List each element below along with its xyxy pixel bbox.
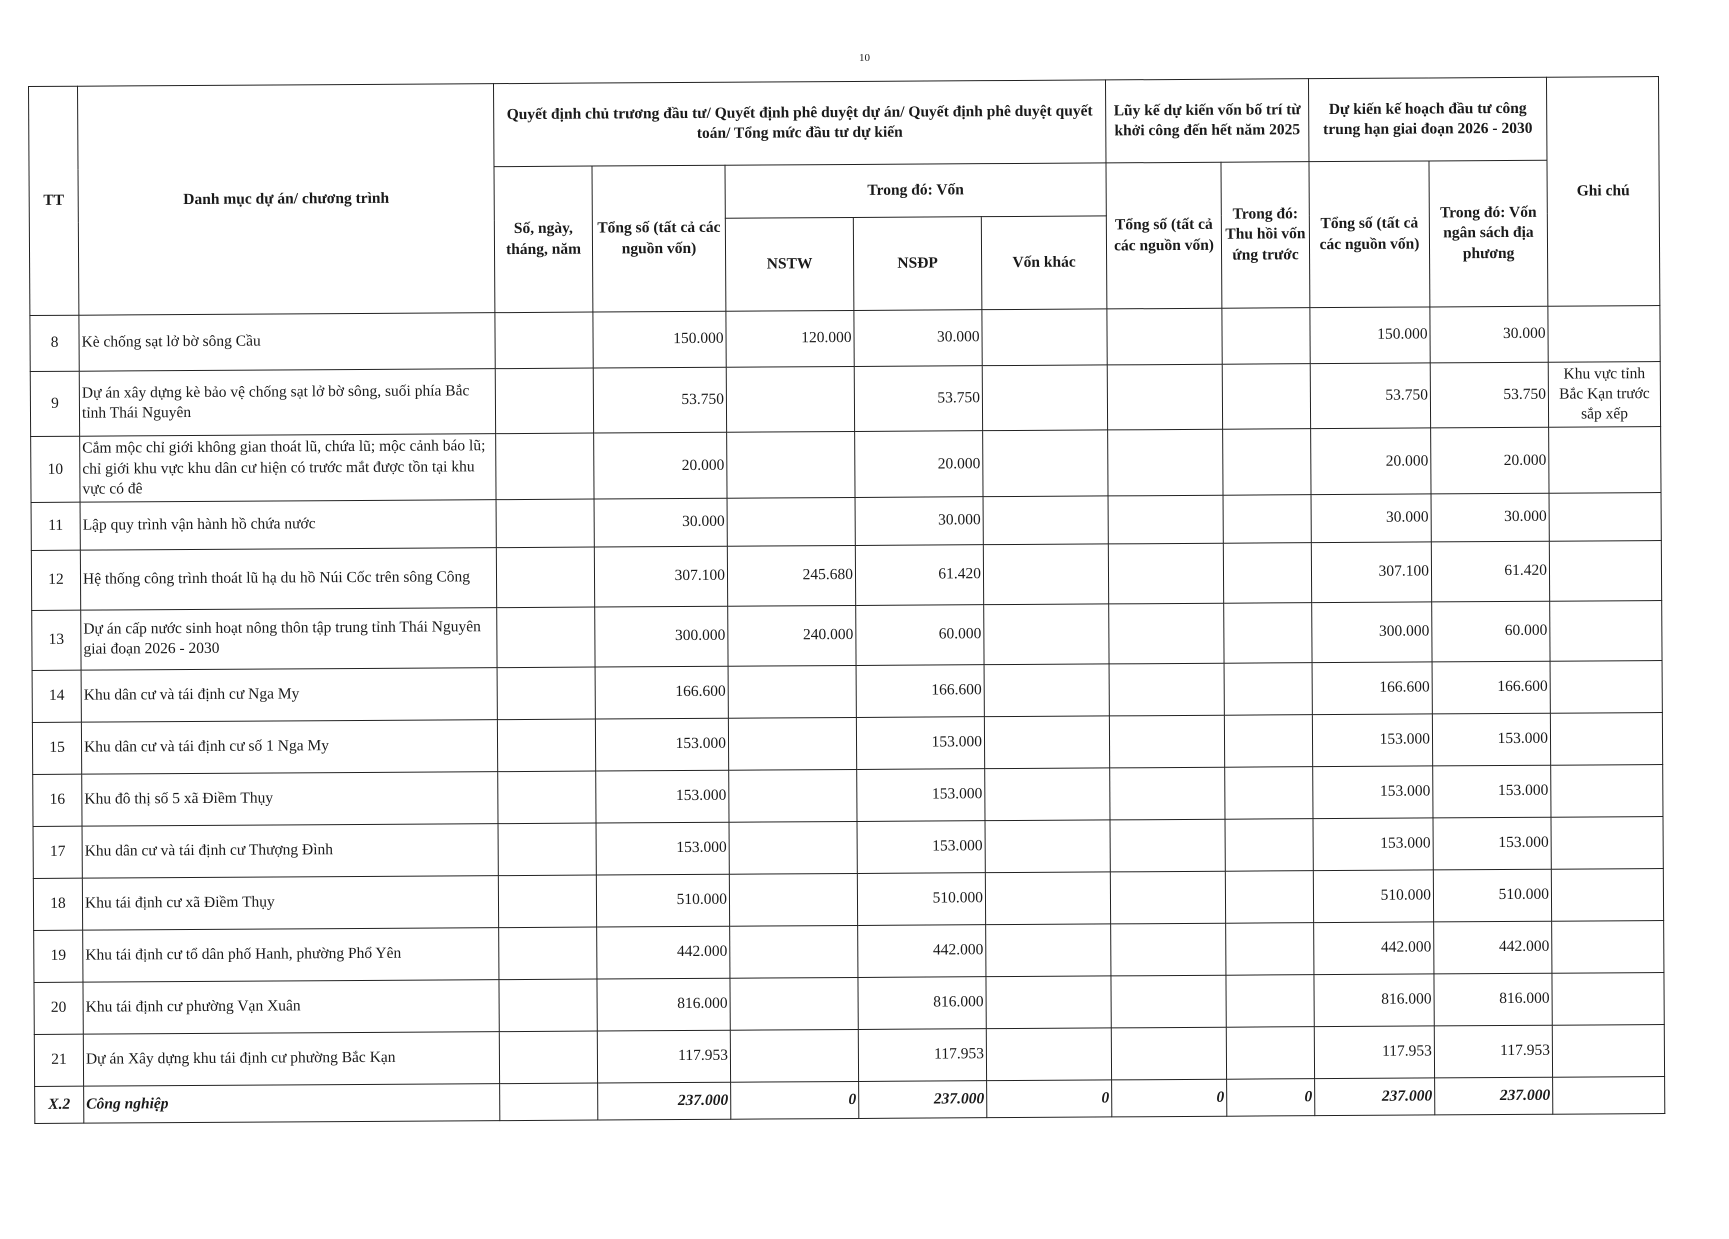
other-capital-cell xyxy=(985,872,1110,925)
header-nstw: NSTW xyxy=(725,217,854,311)
row-number: 12 xyxy=(31,550,80,610)
cumulative-total-cell xyxy=(1109,715,1224,768)
plan-local-cell: 816.000 xyxy=(1434,973,1552,1026)
row-number: 16 xyxy=(33,774,82,826)
plan-local-cell: 53.750 xyxy=(1430,362,1548,428)
other-capital-cell xyxy=(984,604,1109,665)
nstw-cell xyxy=(729,821,857,874)
project-name: Khu dân cư và tái định cư Thượng Đình xyxy=(82,823,498,878)
nsdp-cell: 30.000 xyxy=(855,497,983,546)
nstw-cell xyxy=(730,977,858,1030)
nsdp-cell: 510.000 xyxy=(857,873,985,926)
note-cell xyxy=(1551,764,1663,817)
plan-total-cell: 153.000 xyxy=(1312,714,1432,767)
cumulative-recovery-cell xyxy=(1222,364,1310,430)
row-number: 14 xyxy=(32,670,81,722)
cumulative-total-cell xyxy=(1108,543,1223,604)
other-capital-cell xyxy=(986,924,1111,977)
header-cumulative-recovery: Trong đó: Thu hồi vốn ứng trước xyxy=(1221,162,1310,309)
plan-local-cell: 153.000 xyxy=(1433,817,1551,870)
project-name: Khu dân cư và tái định cư Nga My xyxy=(81,667,497,722)
total-capital-cell: 53.750 xyxy=(593,367,726,433)
cumulative-total-cell xyxy=(1107,364,1222,430)
total-capital-cell: 300.000 xyxy=(595,606,728,667)
nstw-cell: 120.000 xyxy=(726,310,854,367)
nsdp-cell: 53.750 xyxy=(854,366,982,432)
nstw-cell xyxy=(727,432,855,498)
plan-total-cell: 117.953 xyxy=(1314,1026,1434,1079)
table-row xyxy=(32,600,1662,670)
plan-total-cell: 442.000 xyxy=(1314,922,1434,975)
header-plan-local-budget: Trong đó: Vốn ngân sách địa phương xyxy=(1429,160,1548,307)
nstw-cell xyxy=(726,366,854,432)
total-capital-cell: 166.600 xyxy=(595,666,728,719)
plan-total-cell: 150.000 xyxy=(1310,307,1430,364)
plan-total-cell: 153.000 xyxy=(1313,766,1433,819)
nsdp-cell: 20.000 xyxy=(855,431,983,497)
nsdp-cell: 30.000 xyxy=(854,310,982,367)
nsdp-cell: 153.000 xyxy=(857,769,985,822)
cumulative-recovery-cell xyxy=(1226,975,1314,1028)
other-capital-cell xyxy=(984,716,1109,769)
project-name: Lập quy trình vận hành hồ chứa nước xyxy=(80,499,496,550)
project-name: Dự án cấp nước sinh hoạt nông thôn tập trung tỉnh Thái Nguyên giai đoạn 2026 - 2030 xyxy=(81,607,497,670)
plan-local-cell: 30.000 xyxy=(1431,493,1549,542)
nstw-cell xyxy=(729,769,857,822)
note-cell xyxy=(1553,1076,1665,1114)
page-number: 10 xyxy=(859,52,870,64)
decision-date-cell xyxy=(496,433,594,499)
project-name: Dự án Xây dựng khu tái định cư phường Bắc Kạn xyxy=(83,1031,499,1086)
plan-local-cell: 510.000 xyxy=(1433,869,1551,922)
total-capital-cell: 442.000 xyxy=(597,926,730,979)
total-capital-cell: 20.000 xyxy=(594,433,727,499)
total-capital-cell: 153.000 xyxy=(595,718,728,771)
project-name: Khu tái định cư phường Vạn Xuân xyxy=(83,979,499,1034)
cumulative-recovery-cell xyxy=(1225,871,1313,924)
cumulative-recovery-cell xyxy=(1224,715,1312,768)
decision-date-cell xyxy=(498,771,596,824)
decision-date-cell xyxy=(497,719,595,772)
project-name: Khu dân cư và tái định cư số 1 Nga My xyxy=(81,719,497,774)
nstw-cell: 240.000 xyxy=(728,605,856,666)
other-capital-cell xyxy=(983,496,1108,545)
cumulative-total-cell xyxy=(1108,430,1223,496)
decision-date-cell xyxy=(496,547,594,608)
nsdp-cell: 237.000 xyxy=(859,1081,987,1119)
header-decision-date: Số, ngày, tháng, năm xyxy=(494,166,593,313)
plan-total-cell: 153.000 xyxy=(1313,818,1433,871)
project-name: Kè chống sạt lở bờ sông Cầu xyxy=(79,313,495,372)
row-number: 15 xyxy=(32,722,81,774)
nstw-cell xyxy=(730,1029,858,1082)
project-name: Khu tái định cư tổ dân phố Hanh, phường Phổ Yên xyxy=(83,927,499,982)
plan-local-cell: 166.600 xyxy=(1432,661,1550,714)
header-plan-group: Dự kiến kế hoạch đầu tư công trung hạn giai đoạn 2026 - 2030 xyxy=(1308,77,1547,161)
decision-date-cell xyxy=(495,312,593,369)
header-project-list: Danh mục dự án/ chương trình xyxy=(78,84,495,316)
nsdp-cell: 61.420 xyxy=(855,545,983,606)
note-cell xyxy=(1551,816,1663,869)
nstw-cell: 245.680 xyxy=(727,545,855,606)
cumulative-recovery-cell xyxy=(1223,429,1311,495)
cumulative-total-cell xyxy=(1111,923,1226,976)
cumulative-recovery-cell xyxy=(1226,1027,1314,1080)
plan-local-cell: 20.000 xyxy=(1431,428,1549,494)
project-name: Khu đô thị số 5 xã Điềm Thụy xyxy=(82,771,498,826)
plan-local-cell: 237.000 xyxy=(1435,1077,1553,1115)
plan-total-cell: 300.000 xyxy=(1312,602,1432,663)
table-row xyxy=(31,427,1661,502)
decision-date-cell xyxy=(500,1083,598,1121)
project-name: Hệ thống công trình thoát lũ hạ du hồ Núi Cốc trên sông Công xyxy=(80,547,496,610)
cumulative-total-cell xyxy=(1110,767,1225,820)
plan-local-cell: 30.000 xyxy=(1430,306,1548,363)
decision-date-cell xyxy=(499,927,597,980)
decision-date-cell xyxy=(498,875,596,928)
project-name: Dự án xây dựng kè bảo vệ chống sạt lở bờ sông, suối phía Bắc tỉnh Thái Nguyên xyxy=(79,369,495,437)
total-capital-cell: 153.000 xyxy=(596,770,729,823)
row-number: 13 xyxy=(32,610,81,670)
cumulative-total-cell: 0 xyxy=(1112,1079,1227,1117)
other-capital-cell xyxy=(985,820,1110,873)
note-cell xyxy=(1550,600,1662,661)
plan-total-cell: 510.000 xyxy=(1313,870,1433,923)
header-cumulative-total: Tổng số (tất cả các nguồn vốn) xyxy=(1106,162,1222,309)
row-number: 20 xyxy=(34,982,83,1034)
header-note: Ghi chú xyxy=(1546,77,1659,307)
other-capital-cell xyxy=(982,365,1107,431)
nstw-cell xyxy=(727,497,855,546)
plan-local-cell: 153.000 xyxy=(1433,765,1551,818)
row-number: 17 xyxy=(33,826,82,878)
plan-local-cell: 153.000 xyxy=(1432,713,1550,766)
header-plan-total: Tổng số (tất cả các nguồn vốn) xyxy=(1309,161,1430,308)
note-cell: Khu vực tỉnh Bắc Kạn trước sắp xếp xyxy=(1548,362,1660,428)
note-cell xyxy=(1550,660,1662,713)
table-body xyxy=(30,306,1665,1124)
decision-date-cell xyxy=(497,607,595,668)
table-row xyxy=(31,540,1661,610)
decision-date-cell xyxy=(499,1031,597,1084)
other-capital-cell xyxy=(982,309,1107,366)
header-decision-total: Tổng số (tất cả các nguồn vốn) xyxy=(592,165,726,312)
nsdp-cell: 153.000 xyxy=(857,821,985,874)
header-other-capital: Vốn khác xyxy=(981,216,1107,310)
decision-date-cell xyxy=(498,823,596,876)
note-cell xyxy=(1552,920,1664,973)
other-capital-cell: 0 xyxy=(987,1080,1112,1118)
plan-local-cell: 442.000 xyxy=(1434,921,1552,974)
plan-local-cell: 61.420 xyxy=(1431,541,1549,602)
cumulative-recovery-cell xyxy=(1226,923,1314,976)
plan-total-cell: 53.750 xyxy=(1310,363,1430,429)
row-number: 9 xyxy=(30,371,79,437)
cumulative-total-cell xyxy=(1109,603,1224,664)
row-number: 18 xyxy=(33,878,82,930)
row-number: 21 xyxy=(34,1034,83,1086)
investment-table xyxy=(28,76,1665,1124)
cumulative-recovery-cell xyxy=(1225,767,1313,820)
note-cell xyxy=(1548,306,1660,363)
header-of-which-capital: Trong đó: Vốn xyxy=(725,163,1106,218)
other-capital-cell xyxy=(986,1028,1111,1081)
cumulative-total-cell xyxy=(1107,308,1222,365)
cumulative-recovery-cell xyxy=(1223,543,1311,604)
cumulative-recovery-cell xyxy=(1225,819,1313,872)
header-cumulative-group: Lũy kế dự kiến vốn bố trí từ khởi công đến hết năm 2025 xyxy=(1105,79,1309,163)
nstw-cell xyxy=(728,665,856,718)
cumulative-recovery-cell xyxy=(1223,495,1311,544)
plan-local-cell: 117.953 xyxy=(1434,1025,1552,1078)
decision-date-cell xyxy=(499,979,597,1032)
total-capital-cell: 816.000 xyxy=(597,978,730,1031)
row-number: 10 xyxy=(31,437,80,503)
cumulative-recovery-cell xyxy=(1222,308,1310,365)
note-cell xyxy=(1551,868,1663,921)
nsdp-cell: 153.000 xyxy=(856,717,984,770)
nstw-cell xyxy=(729,873,857,926)
cumulative-total-cell xyxy=(1108,495,1223,544)
nsdp-cell: 166.600 xyxy=(856,665,984,718)
nstw-cell xyxy=(728,717,856,770)
cumulative-total-cell xyxy=(1109,663,1224,716)
table-row xyxy=(30,362,1660,437)
plan-total-cell: 166.600 xyxy=(1312,662,1432,715)
cumulative-total-cell xyxy=(1111,975,1226,1028)
cumulative-total-cell xyxy=(1110,871,1225,924)
header-decision-group: Quyết định chủ trương đầu tư/ Quyết định phê duyệt dự án/ Quyết định phê duyệt quyết toán/ Tổng mức đầu tư dự kiến xyxy=(493,80,1105,167)
total-capital-cell: 150.000 xyxy=(593,311,726,368)
nstw-cell xyxy=(730,925,858,978)
cumulative-total-cell xyxy=(1110,819,1225,872)
decision-date-cell xyxy=(495,368,593,434)
project-name: Cắm mộc chỉ giới không gian thoát lũ, chứa lũ; mộc cảnh báo lũ; chỉ giới khu vực khu dân cư hiện có trước mắt được tồn tại khu vực có đê xyxy=(80,434,496,502)
row-number: 8 xyxy=(30,315,79,371)
total-capital-cell: 117.953 xyxy=(597,1030,730,1083)
project-name: Công nghiệp xyxy=(84,1083,500,1123)
header-tt: TT xyxy=(29,86,79,315)
row-number: X.2 xyxy=(35,1086,84,1123)
note-cell xyxy=(1552,1024,1664,1077)
total-capital-cell: 30.000 xyxy=(594,498,727,547)
cumulative-recovery-cell xyxy=(1224,663,1312,716)
total-capital-cell: 237.000 xyxy=(598,1082,731,1120)
row-number: 19 xyxy=(34,930,83,982)
project-name: Khu tái định cư xã Điềm Thụy xyxy=(82,875,498,930)
plan-total-cell: 307.100 xyxy=(1311,542,1431,603)
table-row xyxy=(30,306,1660,372)
nsdp-cell: 442.000 xyxy=(858,925,986,978)
nsdp-cell: 816.000 xyxy=(858,977,986,1030)
total-capital-cell: 307.100 xyxy=(594,546,727,607)
other-capital-cell xyxy=(985,768,1110,821)
nsdp-cell: 117.953 xyxy=(858,1029,986,1082)
cumulative-recovery-cell: 0 xyxy=(1227,1079,1315,1117)
table-header xyxy=(29,77,1660,316)
decision-date-cell xyxy=(497,667,595,720)
other-capital-cell xyxy=(986,976,1111,1029)
note-cell xyxy=(1550,712,1662,765)
note-cell xyxy=(1549,540,1661,601)
total-capital-cell: 510.000 xyxy=(596,874,729,927)
header-nsdp: NSĐP xyxy=(853,217,982,311)
row-number: 11 xyxy=(31,502,80,550)
note-cell xyxy=(1552,972,1664,1025)
cumulative-recovery-cell xyxy=(1224,603,1312,664)
nsdp-cell: 60.000 xyxy=(856,605,984,666)
plan-total-cell: 20.000 xyxy=(1311,428,1431,494)
other-capital-cell xyxy=(983,544,1108,605)
other-capital-cell xyxy=(983,430,1108,496)
note-cell xyxy=(1549,492,1661,541)
cumulative-total-cell xyxy=(1111,1027,1226,1080)
plan-local-cell: 60.000 xyxy=(1432,601,1550,662)
plan-total-cell: 237.000 xyxy=(1315,1078,1435,1116)
plan-total-cell: 30.000 xyxy=(1311,494,1431,543)
nstw-cell: 0 xyxy=(731,1081,859,1119)
decision-date-cell xyxy=(496,499,594,548)
plan-total-cell: 816.000 xyxy=(1314,974,1434,1027)
total-capital-cell: 153.000 xyxy=(596,822,729,875)
other-capital-cell xyxy=(984,664,1109,717)
note-cell xyxy=(1549,427,1661,493)
